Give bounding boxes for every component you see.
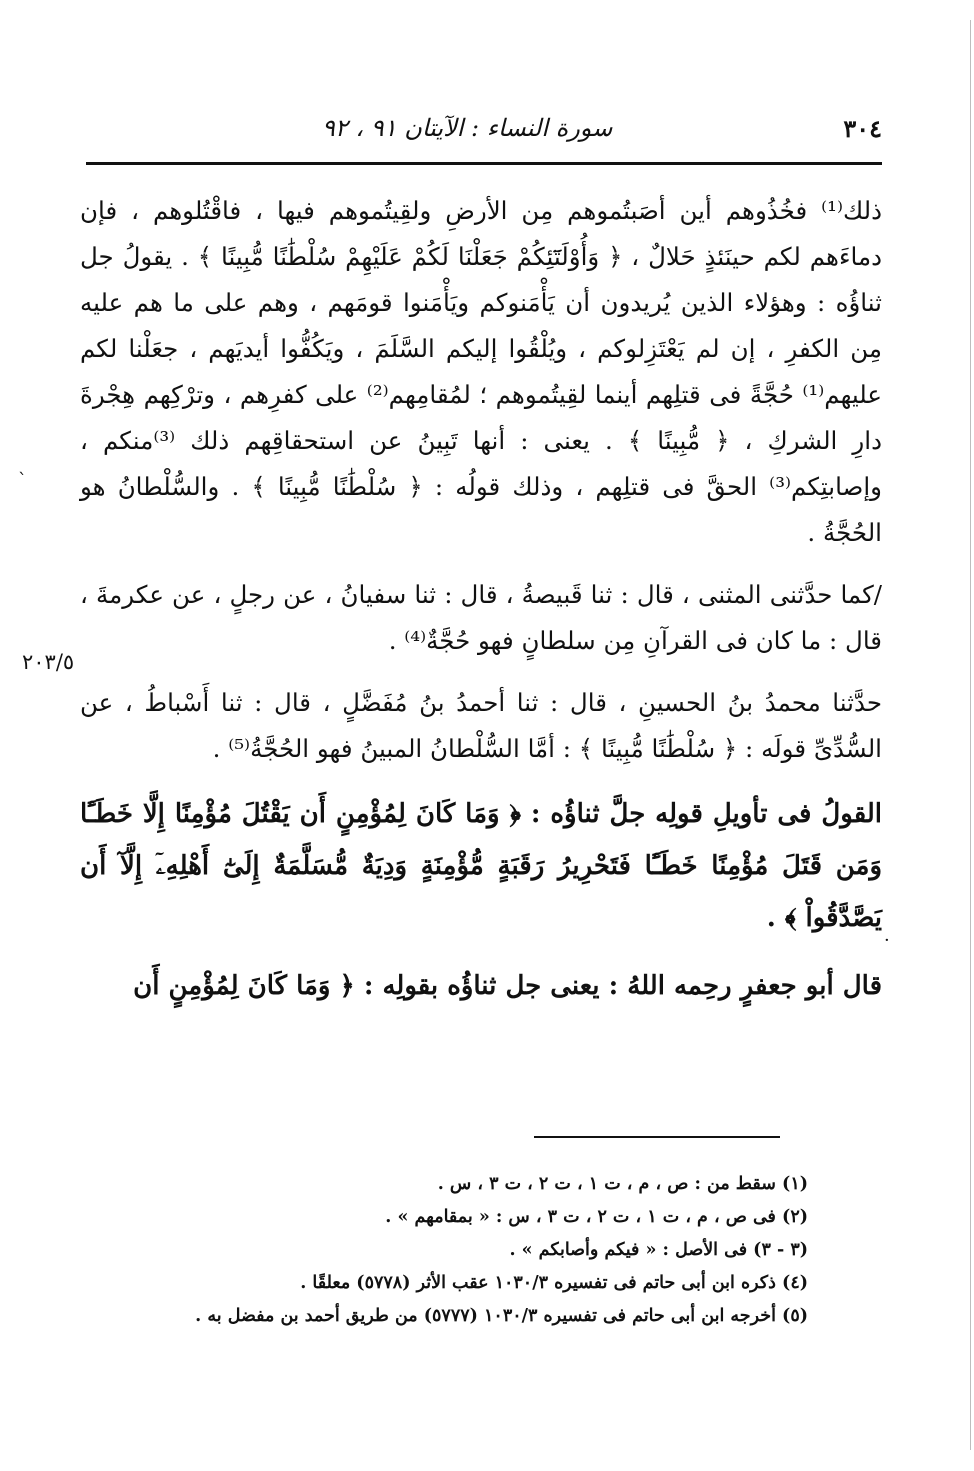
scan-mark: ` bbox=[18, 470, 27, 491]
paragraph-2: /كما حدَّثنى المثنى ، قال : ثنا قَبيصةُ ، قال : ثنا سفيانُ ، عن رجلٍ ، عن عكرمةَ ، قال : ما كان فى القرآنِ مِن سلطانٍ فهو حُجَّةٌ⁽⁴⁾ . bbox=[80, 580, 882, 655]
footnote-2: (٢) فى ص ، م ، ت ١ ، ت ٢ ، ت ٣ ، س : « بمقامهم » . bbox=[385, 1207, 808, 1227]
paragraph-5: قال أبو جعفرٍ رحِمه اللهُ : يعنى جل ثناؤُه بقولِه : ﴿ وَمَا كَانَ لِمُؤْمِنٍ أَن bbox=[133, 971, 882, 1001]
footnote-3: (٣ - ٣) فى الأصل : « فيكم وأصابكم » . bbox=[509, 1240, 808, 1260]
running-title: سورة النساء : الآيتان ٩١ ، ٩٢ bbox=[322, 114, 613, 142]
footnote-rule bbox=[534, 1136, 780, 1138]
header-rule bbox=[86, 162, 882, 165]
page-edge bbox=[970, 20, 971, 1450]
paragraph-3: حدَّثنا محمدُ بنُ الحسينِ ، قال : ثنا أحمدُ بنُ مُفَضَّلٍ ، قال : ثنا أَسْباطُ ، عن السُّدِّىِّ قولَه : ﴿ سُلْطَٰنًا مُّبِينًا ﴾ : أمَّا السُّلْطانُ المبينُ فهو الحُجَّةُ⁽⁵⁾ . bbox=[80, 688, 882, 763]
footnote-5: (٥) أخرجه ابن أبى حاتم فى تفسيره ١٠٣٠/٣ (٥٧٧٧) من طريق أحمد بن مفضل به . bbox=[195, 1306, 808, 1326]
running-header bbox=[86, 112, 882, 152]
footnote-4: (٤) ذكره ابن أبى حاتم فى تفسيره ١٠٣٠/٣ عقب الأثر (٥٧٧٨) معلقًا . bbox=[300, 1273, 808, 1293]
paragraph-1: ذلك⁽¹⁾ فخُذُوهم أين أصَبتُموهم مِن الأرضِ ولقِيتُموهم فيها ، فاقْتُلوهم ، فإن دماءَهم لكم حينَئذٍ حَلالٌ ، ﴿ وَأُوْلَتَٓئِكُمْ جَعَلْنَا لَكُمْ عَلَيْهِمْ سُلْطَٰنًا مُّبِينًا ﴾ . يقولُ جل ثناؤُه : وهؤلاء الذين يُريدون أن يَأْمَنوكم ويَأْمَنوا قومَهم ، وهم على ما هم عليه مِن الكفرِ ، إن لم يَعْتَزِلوكم ، ويُلْقُوا إليكم السَّلَمَ ، ويَكُفُّوا أيديَهم ، جعَلْنا لكم عليهم⁽¹⁾ حُجَّةً فى قتلِهم أينما لقِيتُموهم ؛ لمُقامِهم⁽²⁾ على كفرِهم ، وترْكِهم هِجْرةَ دارِ الشركِ ، ﴿ مُّبِينًا ﴾ . يعنى : أنها تَبِينُ عن استحقاقِهم ذلك ⁽³⁾منكم ، وإصابتِكم⁽³⁾ الحقَّ فى قتلِهم ، وذلك قولُه : ﴿ سُلْطَٰنًا مُّبِينًا ﴾ . والسُّلْطانُ هو الحُجَّةُ . bbox=[80, 196, 882, 547]
scan-mark: · bbox=[884, 930, 890, 951]
margin-reference: ٢٠٣/٥ bbox=[22, 650, 75, 674]
main-text bbox=[80, 188, 882, 1028]
footnotes bbox=[168, 1168, 808, 1333]
section-heading: القولُ فى تأويلِ قولِه جلَّ ثناؤُه : ﴿ وَمَا كَانَ لِمُؤْمِنٍ أَن يَقْتُلَ مُؤْمِنًا إِلَّا خَطَـًٔا وَمَن قَتَلَ مُؤْمِنًا خَطَـًٔا فَتَحْرِيرُ رَقَبَةٍ مُّؤْمِنَةٍ وَدِيَةٌ مُّسَلَّمَةٌ إِلَىٰٓ أَهْلِهِۦٓ إِلَّآ أَن يَصَّدَّقُواْ ﴾ . bbox=[80, 799, 882, 933]
page-number: ٣٠٤ bbox=[843, 114, 882, 143]
footnote-1: (١) سقط من : ص ، م ، ت ١ ، ت ٢ ، ت ٣ ، س . bbox=[437, 1174, 808, 1194]
